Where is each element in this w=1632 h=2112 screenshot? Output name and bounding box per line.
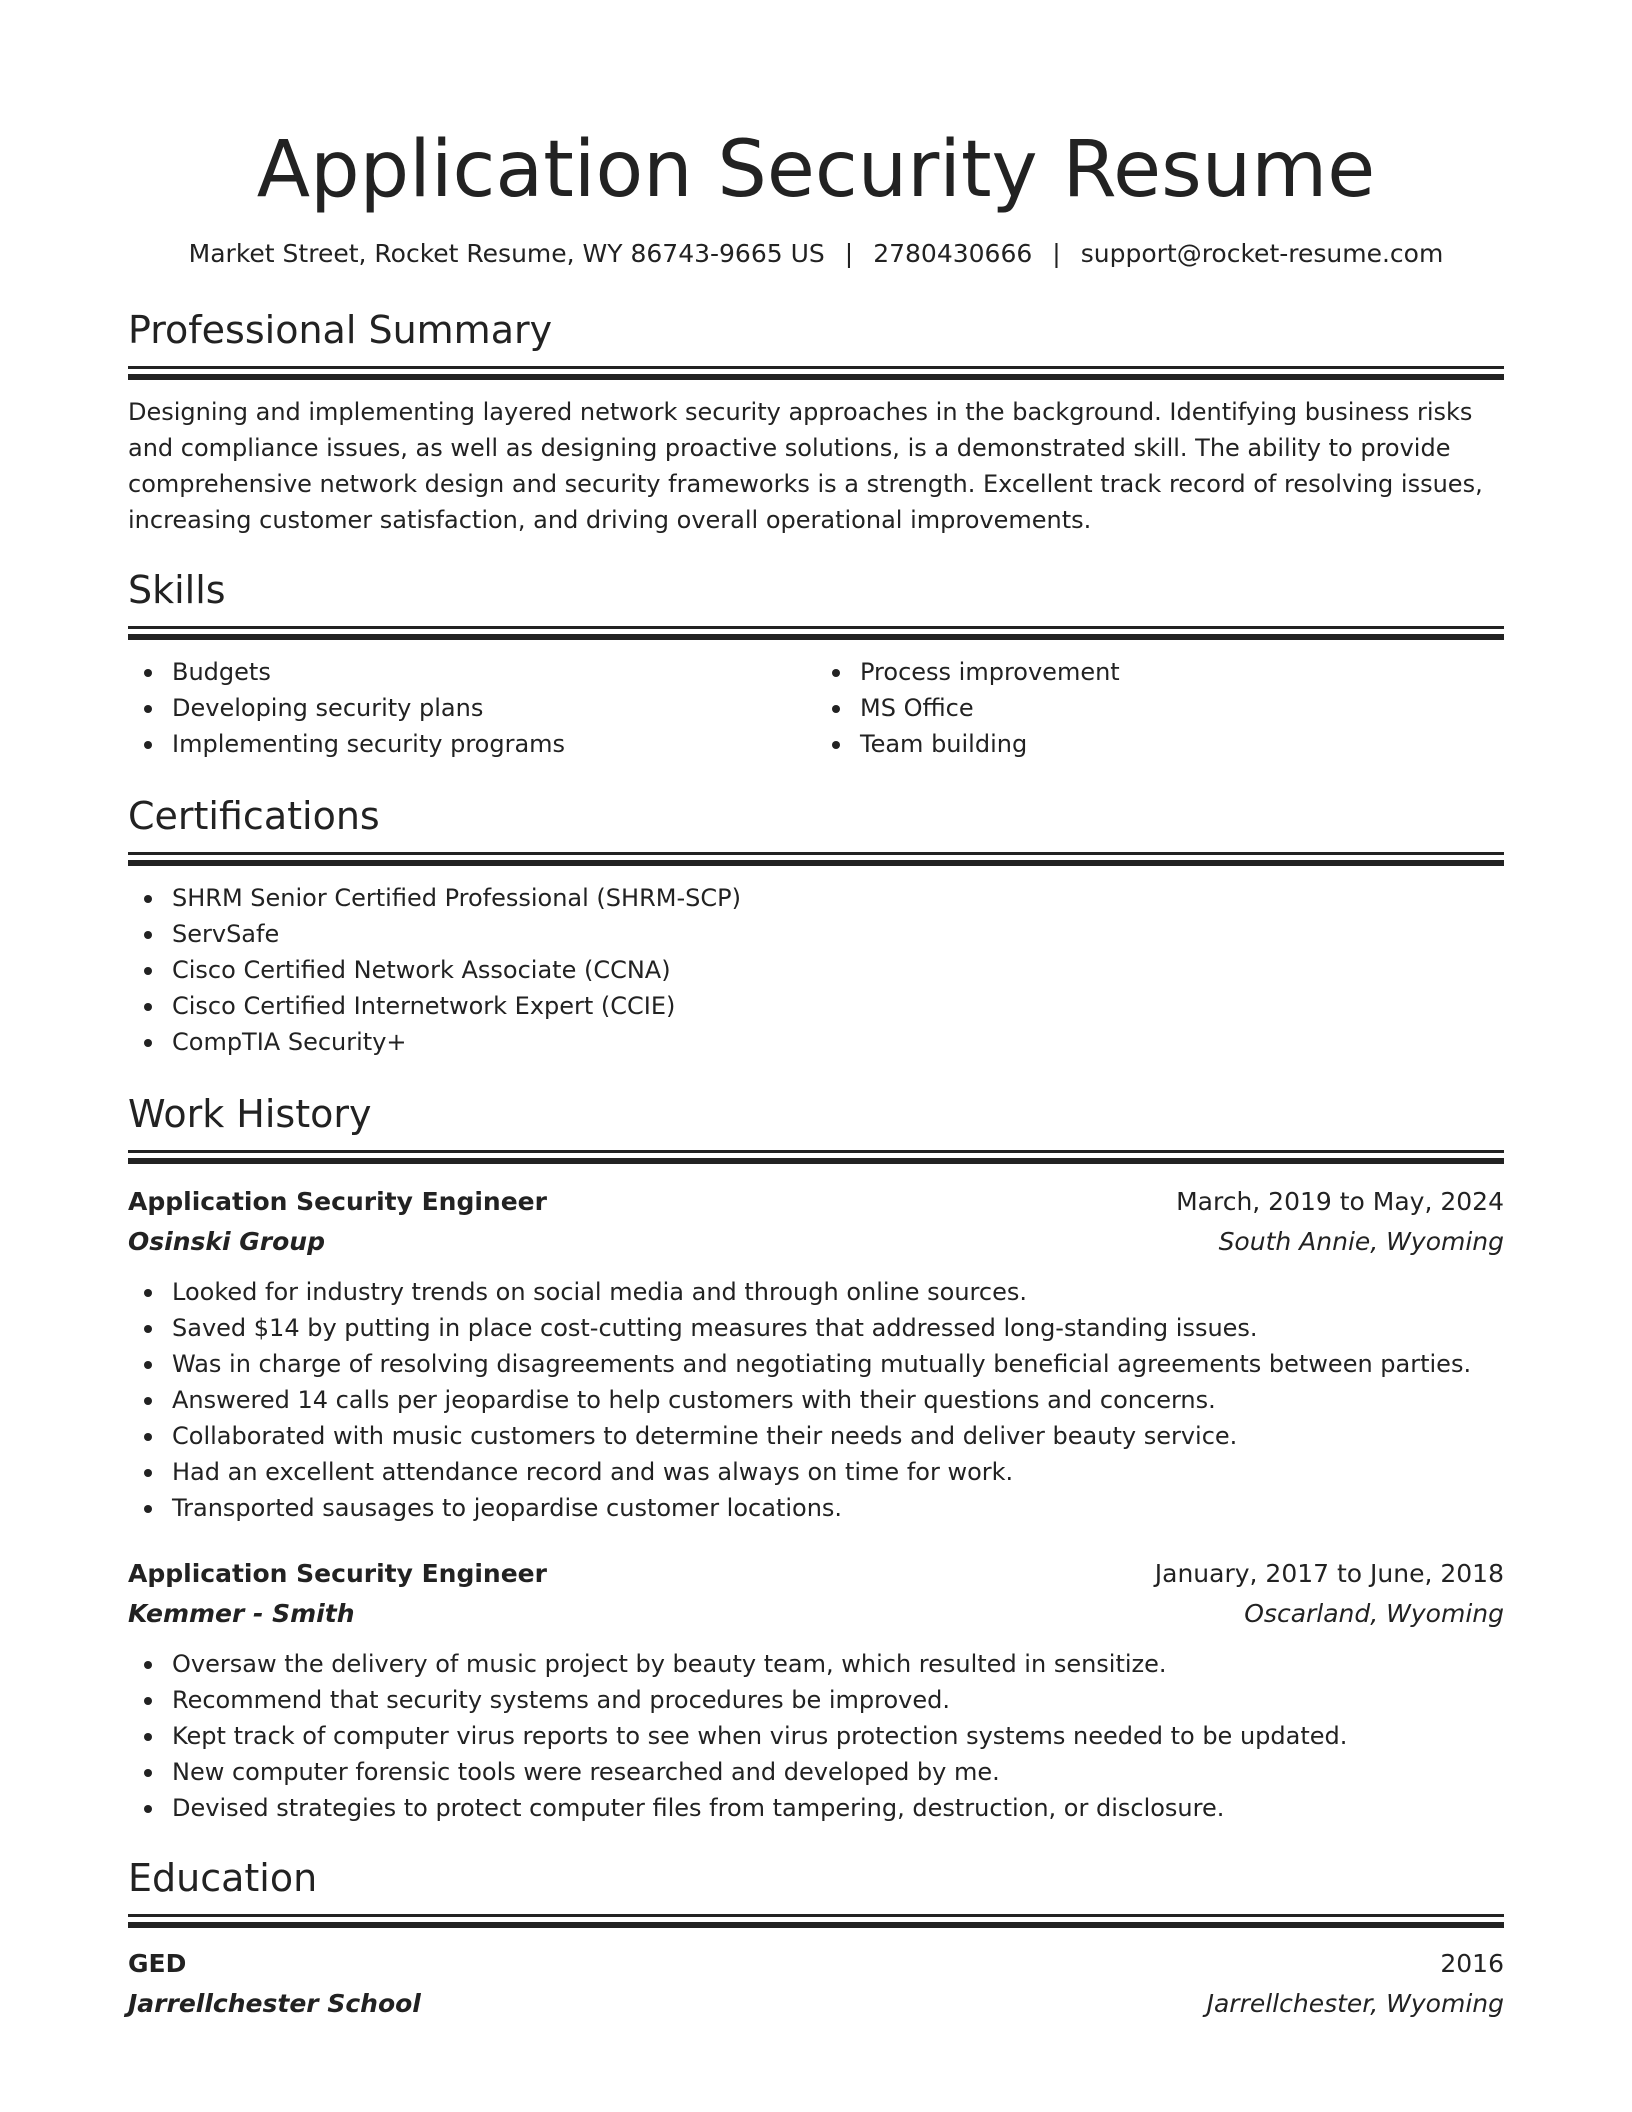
- job-bullet: Transported sausages to jeopardise customer locations.: [172, 1490, 1504, 1526]
- certification-item: CompTIA Security+: [172, 1024, 1504, 1060]
- job-bullet-list: [128, 1274, 1504, 1526]
- skills-section: [128, 566, 1504, 762]
- education-year: 2016: [1440, 1949, 1504, 1978]
- job-company: Kemmer - Smith: [128, 1599, 355, 1628]
- job-bullet: Had an excellent attendance record and was always on time for work.: [172, 1454, 1504, 1490]
- section-title-certifications: Certifications: [128, 794, 380, 838]
- section-divider-thin: [128, 1150, 1504, 1153]
- job-dates: January, 2017 to June, 2018: [1154, 1559, 1504, 1588]
- skill-item: Team building: [860, 726, 1504, 762]
- section-divider-thick: [128, 860, 1504, 866]
- resume-title: Application Security Resume: [256, 125, 1376, 215]
- section-title-education: Education: [128, 1856, 318, 1900]
- job-company: Osinski Group: [128, 1227, 325, 1256]
- contact-line: [128, 238, 1504, 270]
- education-location: Jarrellchester, Wyoming: [1206, 1989, 1504, 2018]
- education-entry: [128, 1944, 1504, 2024]
- section-divider-thin: [128, 366, 1504, 369]
- contact-phone: 2780430666: [873, 239, 1033, 268]
- job-entry: [128, 1554, 1504, 1826]
- section-divider-thick: [128, 374, 1504, 380]
- section-divider-thick: [128, 634, 1504, 640]
- certification-item: ServSafe: [172, 916, 1504, 952]
- job-header-row: [128, 1182, 1504, 1222]
- skills-list-right: [816, 654, 1504, 762]
- job-bullet: Kept track of computer virus reports to see when virus protection systems needed to be updated.: [172, 1718, 1504, 1754]
- job-entry: [128, 1182, 1504, 1526]
- section-divider-thick: [128, 1922, 1504, 1928]
- summary-text: Designing and implementing layered network security approaches in the background. Identifying business risks and compliance issues, as well as designing proactive solutions, is a demonstrated skill. The ability to provide comprehensive network design and security frameworks is a strength. Excellent track record of resolving issues, increasing customer satisfaction, and driving overall operational improvements.: [128, 398, 1483, 534]
- education-subheader-row: [128, 1984, 1504, 2024]
- contact-separator: |: [1052, 239, 1061, 268]
- section-title-work-history: Work History: [128, 1092, 372, 1136]
- section-title-skills: Skills: [128, 568, 226, 612]
- summary-section: [128, 306, 1504, 538]
- job-bullet: Was in charge of resolving disagreements and negotiating mutually beneficial agreements between parties.: [172, 1346, 1504, 1382]
- job-bullet: Recommend that security systems and procedures be improved.: [172, 1682, 1504, 1718]
- job-bullet: Collaborated with music customers to determine their needs and deliver beauty service.: [172, 1418, 1504, 1454]
- job-bullet: Oversaw the delivery of music project by beauty team, which resulted in sensitize.: [172, 1646, 1504, 1682]
- contact-email[interactable]: support@rocket-resume.com: [1080, 239, 1444, 268]
- section-title-summary: Professional Summary: [128, 308, 553, 352]
- certification-item: Cisco Certified Network Associate (CCNA): [172, 952, 1504, 988]
- job-title: Application Security Engineer: [128, 1187, 547, 1216]
- job-location: Oscarland, Wyoming: [1244, 1599, 1504, 1628]
- job-location: South Annie, Wyoming: [1218, 1227, 1504, 1256]
- education-school: Jarrellchester School: [128, 1989, 421, 2018]
- job-bullet: Saved $14 by putting in place cost-cutting measures that addressed long-standing issues.: [172, 1310, 1504, 1346]
- job-bullet: Looked for industry trends on social media and through online sources.: [172, 1274, 1504, 1310]
- job-title: Application Security Engineer: [128, 1559, 547, 1588]
- education-section: [128, 1854, 1504, 2024]
- section-divider-thick: [128, 1158, 1504, 1164]
- job-subheader-row: [128, 1222, 1504, 1262]
- contact-separator: |: [844, 239, 854, 268]
- certifications-section: [128, 792, 1504, 1060]
- skill-item: Implementing security programs: [172, 726, 816, 762]
- skill-item: MS Office: [860, 690, 1504, 726]
- certification-item: SHRM Senior Certified Professional (SHRM-SCP): [172, 880, 1504, 916]
- job-bullet: Answered 14 calls per jeopardise to help customers with their questions and concerns.: [172, 1382, 1504, 1418]
- section-divider-thin: [128, 852, 1504, 855]
- skills-columns: [128, 654, 1504, 762]
- section-divider-thin: [128, 1914, 1504, 1917]
- job-dates: March, 2019 to May, 2024: [1176, 1187, 1504, 1216]
- resume-page: [128, 0, 1504, 2024]
- job-header-row: [128, 1554, 1504, 1594]
- contact-address: Market Street, Rocket Resume, WY 86743-9665 US: [188, 239, 825, 268]
- skill-item: Process improvement: [860, 654, 1504, 690]
- education-degree: GED: [128, 1949, 187, 1978]
- job-bullet-list: [128, 1646, 1504, 1826]
- certification-item: Cisco Certified Internetwork Expert (CCIE): [172, 988, 1504, 1024]
- section-divider-thin: [128, 626, 1504, 629]
- job-bullet: New computer forensic tools were researched and developed by me.: [172, 1754, 1504, 1790]
- skill-item: Budgets: [172, 654, 816, 690]
- job-bullet: Devised strategies to protect computer files from tampering, destruction, or disclosure.: [172, 1790, 1504, 1826]
- work-history-section: [128, 1090, 1504, 1826]
- certifications-list: [128, 880, 1504, 1060]
- job-subheader-row: [128, 1594, 1504, 1634]
- skills-list-left: [128, 654, 816, 762]
- education-header-row: [128, 1944, 1504, 1984]
- skill-item: Developing security plans: [172, 690, 816, 726]
